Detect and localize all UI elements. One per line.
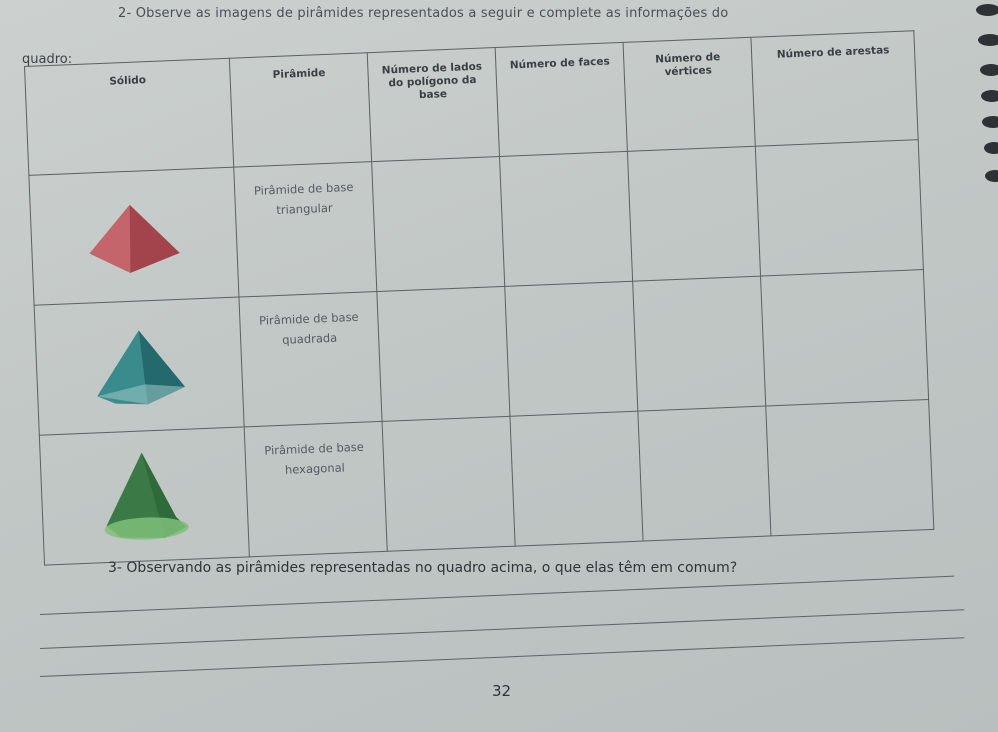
pyramid-table-container (24, 30, 934, 565)
answer-cell-edges[interactable] (761, 270, 929, 406)
binder-rings-icon (958, 0, 998, 300)
answer-cell-base-sides[interactable] (382, 416, 515, 551)
pyramid-name-cell: Pirâmide de base triangular (234, 162, 377, 297)
header-pyramid: Pirâmide (229, 53, 371, 167)
pyramid-name-cell: Pirâmide de base hexagonal (244, 421, 387, 556)
question-2-continuation: quadro: (22, 52, 73, 67)
answer-line[interactable] (40, 576, 954, 616)
answer-cell-vertices[interactable] (627, 146, 760, 281)
answer-cell-faces[interactable] (510, 411, 643, 546)
answer-cell-faces[interactable] (505, 281, 638, 416)
header-vertices: Número de vértices (623, 37, 755, 151)
answer-cell-base-sides[interactable] (372, 156, 505, 291)
header-faces: Número de faces (495, 42, 627, 156)
solid-cell (34, 297, 244, 435)
question-2-prompt: 2- Observe as imagens de pirâmides representados a seguir e complete as informações do (118, 6, 729, 21)
answer-cell-base-sides[interactable] (377, 286, 510, 421)
answer-cell-edges[interactable] (755, 140, 923, 276)
pyramid-name-cell: Pirâmide de base quadrada (239, 292, 382, 427)
header-solid: Sólido (25, 58, 234, 175)
page-number: 32 (492, 682, 512, 700)
answer-cell-edges[interactable] (766, 399, 934, 535)
triangular-pyramid-icon (77, 194, 190, 278)
answer-cell-vertices[interactable] (633, 276, 766, 411)
question-3-prompt: 3- Observando as pirâmides representadas no quadro acima, o que elas têm em comum? (108, 560, 738, 576)
solid-cell (29, 167, 239, 305)
header-edges: Número de arestas (751, 31, 918, 146)
solid-cell (39, 427, 249, 565)
square-pyramid-icon (82, 322, 195, 410)
pyramid-table (24, 30, 934, 565)
hexagonal-pyramid-icon (87, 446, 201, 546)
answer-cell-vertices[interactable] (638, 406, 771, 541)
answer-cell-faces[interactable] (500, 151, 633, 286)
header-base-sides: Número de lados do polígono da base (367, 48, 499, 162)
